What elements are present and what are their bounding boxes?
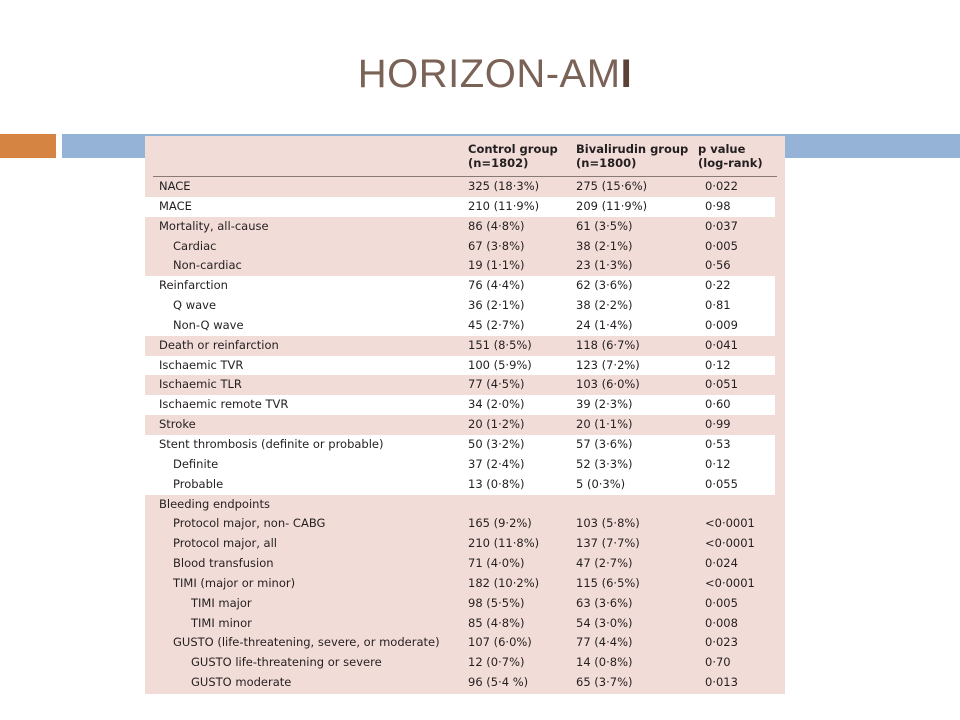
table-row [145,256,785,276]
row-label: Stent thrombosis (definite or probable) [159,436,384,451]
p-value: 0·051 [705,377,738,392]
header-biv-label: Bivalirudin group [576,142,689,156]
row-label: Protocol major, non- CABG [173,516,326,531]
bivalirudin-value: 123 (7·2%) [576,357,640,372]
p-value: 0·81 [705,298,731,313]
bivalirudin-value: 39 (2·3%) [576,397,633,412]
control-value: 107 (6·0%) [468,635,532,650]
row-label: MACE [159,198,192,213]
table-row [145,455,775,475]
row-label: Probable [173,476,224,491]
header-control-group [468,142,558,170]
control-value: 77 (4·5%) [468,377,525,392]
table-row [145,653,785,673]
row-label: Stroke [159,417,196,432]
p-value: <0·0001 [705,516,755,531]
bivalirudin-value: 52 (3·3%) [576,456,633,471]
table-row [145,316,775,336]
header-bivalirudin-group [576,142,688,170]
table-row [145,633,785,653]
control-value: 36 (2·1%) [468,298,525,313]
results-table [145,136,785,694]
bivalirudin-value: 209 (11·9%) [576,198,648,213]
table-row [145,574,785,594]
table-row [145,177,785,197]
control-value: 13 (0·8%) [468,476,525,491]
bivalirudin-value: 14 (0·8%) [576,655,633,670]
control-value: 34 (2·0%) [468,397,525,412]
row-label: Non-Q wave [173,317,244,332]
table-row [145,237,785,257]
slide-title [0,52,960,97]
bivalirudin-value: 61 (3·5%) [576,218,633,233]
control-value: 76 (4·4%) [468,278,525,293]
bivalirudin-value: 47 (2·7%) [576,556,633,571]
control-value: 12 (0·7%) [468,655,525,670]
p-value: 0·013 [705,675,738,690]
row-label: Reinfarction [159,278,228,293]
row-label: Ischaemic TLR [159,377,242,392]
bivalirudin-value: 118 (6·7%) [576,337,640,352]
row-label: Bleeding endpoints [159,496,270,511]
table-row [145,217,785,237]
bivalirudin-value: 137 (7·7%) [576,536,640,551]
control-value: 100 (5·9%) [468,357,532,372]
table-body [145,177,785,693]
table-row [145,554,785,574]
control-value: 50 (3·2%) [468,436,525,451]
p-value: 0·022 [705,179,738,193]
row-label: TIMI major [191,595,252,610]
row-label: Definite [173,456,219,471]
table-row [145,415,785,435]
row-label: Death or reinfarction [159,337,279,352]
accent-bar-orange [0,134,56,158]
header-control-n: (n=1802) [468,156,529,170]
p-value: 0·005 [705,238,738,253]
control-value: 325 (18·3%) [468,179,540,193]
row-label: Non-cardiac [173,258,242,273]
table-row [145,435,775,455]
control-value: 20 (1·2%) [468,417,525,432]
p-value: <0·0001 [705,536,755,551]
control-value: 96 (5·4 %) [468,675,529,690]
p-value: 0·53 [705,436,731,451]
p-value: 0·22 [705,278,731,293]
row-label: Cardiac [173,238,217,253]
row-label: Protocol major, all [173,536,277,551]
table-row [145,514,785,534]
control-value: 85 (4·8%) [468,615,525,630]
slide-title-cursor: I [620,52,633,96]
header-biv-n: (n=1800) [576,156,637,170]
header-control-label: Control group [468,142,558,156]
bivalirudin-value: 54 (3·0%) [576,615,633,630]
control-value: 37 (2·4%) [468,456,525,471]
table-row [145,594,785,614]
row-label: Ischaemic remote TVR [159,397,289,412]
p-value: 0·12 [705,456,731,471]
row-label: Q wave [173,298,217,313]
p-value: 0·99 [705,417,731,432]
table-row [145,614,785,634]
control-value: 19 (1·1%) [468,258,525,273]
table-row [145,375,785,395]
control-value: 151 (8·5%) [468,337,532,352]
table-row [145,356,775,376]
row-label: GUSTO life-threatening or severe [191,655,382,670]
p-value: 0·98 [705,198,731,213]
control-value: 45 (2·7%) [468,317,525,332]
table-row [145,475,775,495]
bivalirudin-value: 38 (2·1%) [576,238,633,253]
p-value: 0·70 [705,655,731,670]
p-value: 0·12 [705,357,731,372]
p-value: 0·005 [705,595,738,610]
row-label: Mortality, all-cause [159,218,269,233]
header-p-method: (log-rank) [698,156,763,170]
row-label: NACE [159,179,191,193]
header-p-value [698,142,763,170]
control-value: 71 (4·0%) [468,556,525,571]
p-value: 0·023 [705,635,738,650]
table-row [145,296,775,316]
control-value: 98 (5·5%) [468,595,525,610]
row-label: TIMI minor [191,615,252,630]
row-label: GUSTO (life-threatening, severe, or moderate) [173,635,440,650]
slide-title-text: HORIZON-AM [357,52,621,96]
table-row [145,276,775,296]
bivalirudin-value: 62 (3·6%) [576,278,633,293]
bivalirudin-value: 115 (6·5%) [576,575,640,590]
table-row [145,395,775,415]
p-value: 0·055 [705,476,738,491]
p-value: 0·008 [705,615,738,630]
bivalirudin-value: 5 (0·3%) [576,476,626,491]
table-row [145,336,785,356]
p-value: 0·56 [705,258,731,273]
table-row [145,197,775,217]
table-row [145,495,785,515]
row-label: TIMI (major or minor) [173,575,296,590]
bivalirudin-value: 103 (6·0%) [576,377,640,392]
bivalirudin-value: 275 (15·6%) [576,179,648,193]
p-value: 0·009 [705,317,738,332]
row-label: GUSTO moderate [191,675,292,690]
p-value: 0·024 [705,556,738,571]
control-value: 210 (11·9%) [468,198,540,213]
bivalirudin-value: 20 (1·1%) [576,417,633,432]
table-row [145,673,785,693]
bivalirudin-value: 63 (3·6%) [576,595,633,610]
bivalirudin-value: 23 (1·3%) [576,258,633,273]
bivalirudin-value: 103 (5·8%) [576,516,640,531]
control-value: 86 (4·8%) [468,218,525,233]
control-value: 165 (9·2%) [468,516,532,531]
p-value: <0·0001 [705,575,755,590]
p-value: 0·60 [705,397,731,412]
bivalirudin-value: 24 (1·4%) [576,317,633,332]
p-value: 0·041 [705,337,738,352]
bivalirudin-value: 77 (4·4%) [576,635,633,650]
p-value: 0·037 [705,218,738,233]
row-label: Blood transfusion [173,556,274,571]
header-p-label: p value [698,142,746,156]
control-value: 210 (11·8%) [468,536,540,551]
control-value: 67 (3·8%) [468,238,525,253]
bivalirudin-value: 65 (3·7%) [576,675,633,690]
row-label: Ischaemic TVR [159,357,244,372]
table-header [145,136,785,178]
bivalirudin-value: 57 (3·6%) [576,436,633,451]
bivalirudin-value: 38 (2·2%) [576,298,633,313]
table-row [145,534,785,554]
control-value: 182 (10·2%) [468,575,540,590]
